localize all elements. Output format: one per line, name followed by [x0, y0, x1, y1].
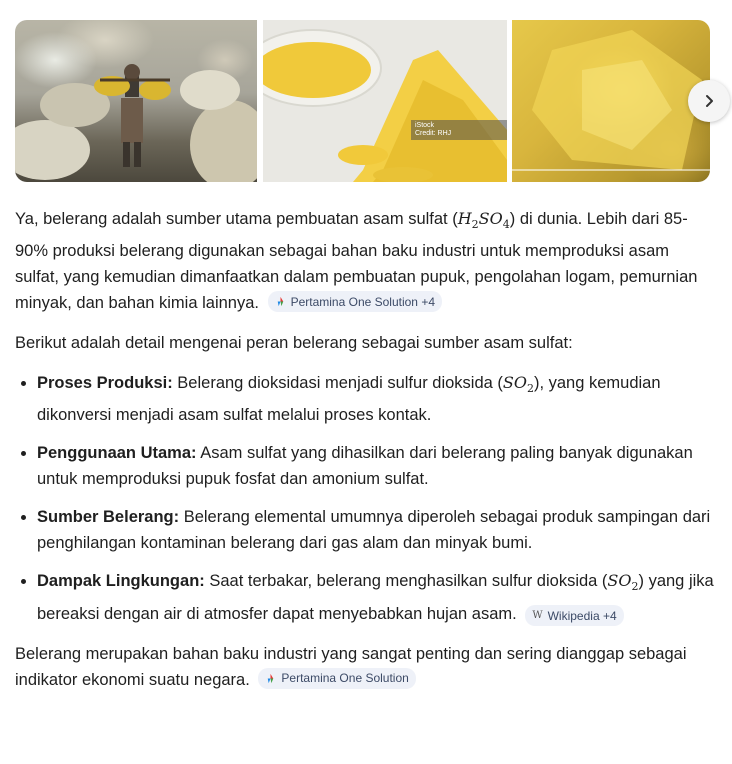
- answer-content: [15, 206, 715, 693]
- p3-text: Belerang merupakan bahan baku industri yang sangat penting dan sering dianggap sebagai indikator ekonomi suatu negara.: [15, 644, 687, 689]
- answer-paragraph-3: [15, 641, 715, 693]
- source-chip-pertamina-2[interactable]: [258, 668, 415, 689]
- list-item: [37, 370, 715, 428]
- source-chip-label: Pertamina One Solution: [281, 671, 409, 686]
- source-chip-label: Wikipedia +4: [547, 608, 617, 623]
- bullet-text: Belerang elemental umumnya diperoleh sebagai produk sampingan dari penghilangan kontaminan belerang dari gas alam dan minyak bumi.: [37, 508, 711, 553]
- pertamina-logo-icon: [265, 673, 276, 684]
- image-carousel: [15, 20, 710, 182]
- p1-text-a: Ya, belerang adalah sumber utama pembuatan asam sulfat (: [15, 210, 458, 228]
- sulfur-crystal-illustration: [512, 20, 710, 182]
- bullet-title: Sumber Belerang:: [37, 508, 180, 527]
- p1-text-b: ) di dunia. Lebih dari 85-90% produksi belerang digunakan sebagai bahan baku industri untuk memproduksi asam sulfat, yang kemudian dimanfaatkan dalam pembuatan pupuk, pengolahan logam, pemurnian minyak, dan bahan kimia lainnya.: [15, 210, 698, 313]
- answer-paragraph-1: [15, 206, 715, 316]
- source-chip-label: Pertamina One Solution +4: [290, 294, 435, 309]
- list-item: [37, 568, 715, 626]
- bullet-text: ), yang kemudian dikonversi menjadi asam sulfat melalui proses kontak.: [37, 374, 661, 425]
- formula-so2: $SO_2$: [502, 373, 534, 396]
- miner-illustration: [15, 20, 257, 182]
- formula-h2so4: $H_2SO_4$: [457, 209, 510, 232]
- wikipedia-icon: W: [532, 609, 543, 621]
- bullet-text: Belerang dioksidasi menjadi sulfur dioksida (: [172, 374, 503, 393]
- carousel-image-miner[interactable]: [15, 20, 257, 182]
- bullet-text: ) yang jika bereaksi dengan air di atmosfer dapat menyebabkan hujan asam.: [37, 572, 714, 623]
- bullet-text: Asam sulfat yang dihasilkan dari belerang paling banyak digunakan untuk memproduksi pupuk fosfat dan amonium sulfat.: [37, 444, 693, 489]
- detail-list: [15, 370, 715, 626]
- source-chip-wikipedia[interactable]: [525, 605, 623, 626]
- bullet-title: Dampak Lingkungan:: [37, 572, 205, 591]
- pertamina-logo-icon: [275, 296, 286, 307]
- sulfur-powder-illustration: [263, 20, 507, 182]
- answer-paragraph-2: Berikut adalah detail mengenai peran belerang sebagai sumber asam sulfat:: [15, 334, 573, 353]
- carousel-next-button[interactable]: [688, 80, 730, 122]
- istock-watermark: iStock Credit: RHJ: [411, 120, 507, 140]
- bullet-title: Proses Produksi:: [37, 374, 173, 393]
- carousel-image-sulfur-powder[interactable]: [263, 20, 507, 182]
- list-item: [37, 440, 715, 492]
- chevron-right-icon: [701, 93, 717, 109]
- formula-so2: $SO_2$: [607, 571, 639, 594]
- list-item: [37, 504, 715, 556]
- bullet-text: Saat terbakar, belerang menghasilkan sulfur dioksida (: [204, 572, 608, 591]
- source-chip-pertamina[interactable]: [268, 291, 442, 312]
- carousel-image-sulfur-crystal[interactable]: [512, 20, 710, 182]
- bullet-title: Penggunaan Utama:: [37, 444, 197, 463]
